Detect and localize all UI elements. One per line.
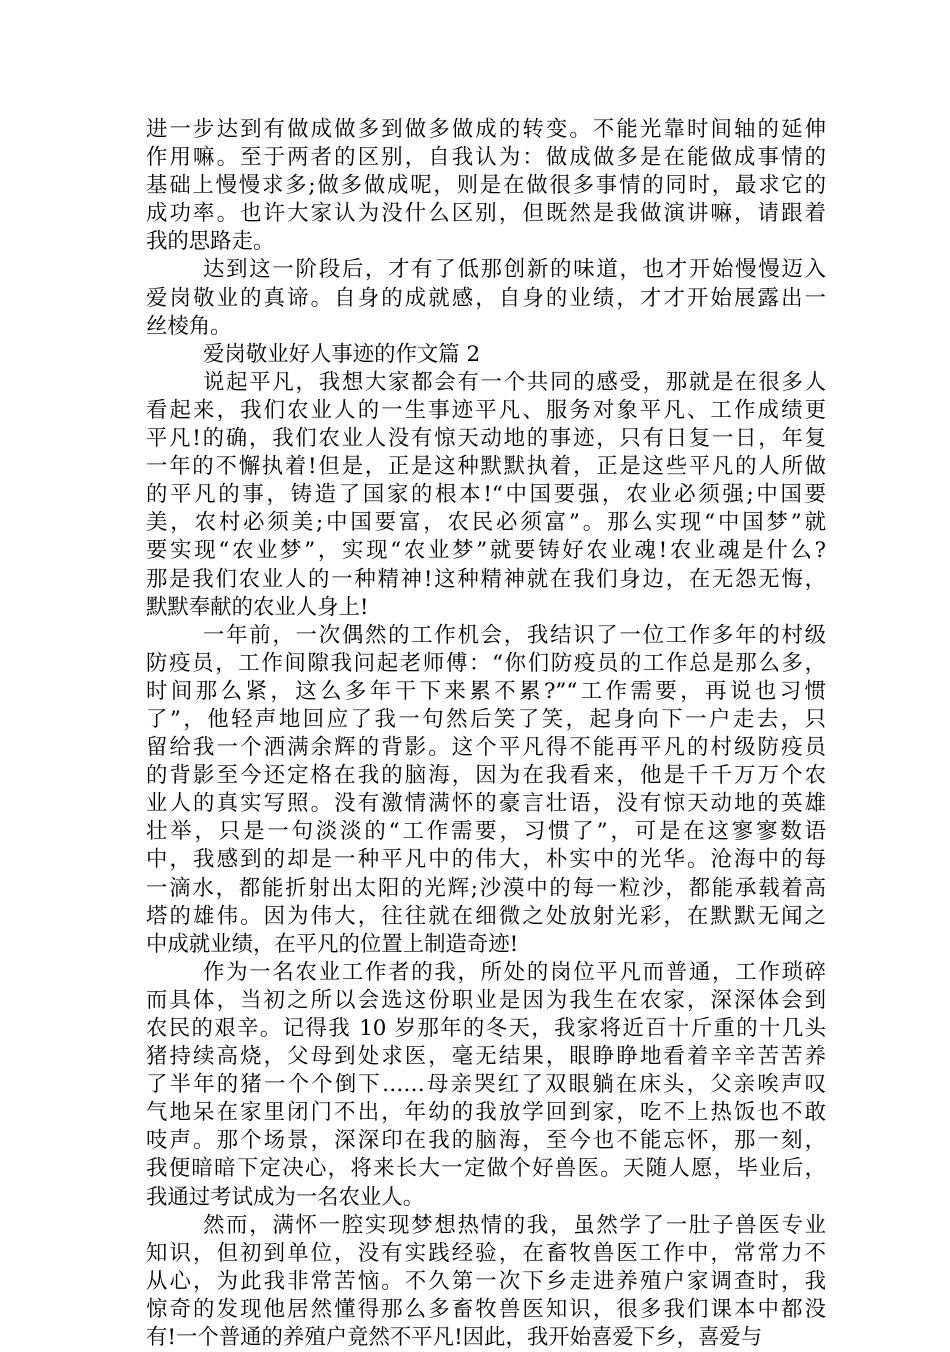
- text-line: 有!一个普通的养殖户竟然不平凡!因此，我开始喜爱下乡，喜爱与: [146, 1325, 763, 1351]
- paragraph: [146, 369, 826, 622]
- text-line: 知识，但初到单位，没有实践经验，在畜牧兽医工作中，常常力不: [146, 1240, 826, 1266]
- paragraph: [146, 622, 826, 959]
- text-line: 一年前，一次偶然的工作机会，我结识了一位工作多年的村级: [203, 622, 826, 648]
- text-line: 平凡!的确，我们农业人没有惊天动地的事迹，只有日复一日，年复: [146, 426, 826, 452]
- text-line: 作用嘛。至于两者的区别，自我认为：做成做多是在能做成事情的: [146, 145, 826, 171]
- text-line: 然而，满怀一腔实现梦想热情的我，虽然学了一肚子兽医专业: [203, 1212, 826, 1238]
- text-line: 的平凡的事，铸造了国家的根本!“中国要强，农业必须强;中国要: [146, 482, 826, 508]
- text-line: 我便暗暗下定决心，将来长大一定做个好兽医。天随人愿，毕业后，: [146, 1156, 826, 1182]
- text-line: 防疫员，工作间隙我问起老师傅：“你们防疫员的工作总是那么多，: [146, 650, 826, 676]
- text-line: 了”，他轻声地回应了我一句然后笑了笑，起身向下一户走去，只: [146, 706, 826, 732]
- text-line: 我的思路走。: [146, 229, 275, 255]
- text-line: 气地呆在家里闭门不出，年幼的我放学回到家，吃不上热饭也不敢: [146, 1100, 826, 1126]
- text-line: 而具体，当初之所以会选这份职业是因为我生在农家，深深体会到: [146, 987, 826, 1013]
- text-line: 丝棱角。: [146, 313, 232, 339]
- text-line: 业人的真实写照。没有激情满怀的豪言壮语，没有惊天动地的英雄: [146, 791, 826, 817]
- text-line: 农民的艰辛。记得我 10 岁那年的冬天，我家将近百十斤重的十几头: [146, 1016, 826, 1041]
- text-line: 一年的不懈执着!但是，正是这种默默执着，正是这些平凡的人所做: [146, 454, 826, 480]
- text-line: 爱岗敬业好人事迹的作文篇 2: [203, 341, 481, 367]
- text-line: 基础上慢慢求多;做多做成呢，则是在做很多事情的同时，最求它的: [146, 173, 826, 199]
- text-line: 猪持续高烧，父母到处求医，毫无结果，眼睁睁地看着辛辛苦苦养: [146, 1044, 826, 1070]
- text-line: 作为一名农业工作者的我，所处的岗位平凡而普通，工作琐碎: [203, 959, 826, 985]
- text-line: 留给我一个洒满余辉的背影。这个平凡得不能再平凡的村级防疫员: [146, 735, 826, 761]
- text-line: 默默奉献的农业人身上!: [146, 594, 369, 620]
- text-line: 进一步达到有做成做多到做多做成的转变。不能光靠时间轴的延伸: [146, 117, 826, 142]
- section-heading: [146, 341, 826, 369]
- text-line: 惊奇的发现他居然懂得那么多畜牧兽医知识，很多我们课本中都没: [146, 1296, 826, 1322]
- paragraph: [146, 1212, 826, 1352]
- paragraph: [146, 116, 826, 256]
- text-line: 要实现“农业梦”，实现“农业梦”就要铸好农业魂!农业魂是什么?: [146, 538, 826, 564]
- text-line: 的背影至今还定格在我的脑海，因为在我看来，他是千千万万个农: [146, 763, 826, 789]
- text-line: 那是我们农业人的一种精神!这种精神就在我们身边，在无怨无悔，: [146, 566, 826, 592]
- paragraph: [146, 959, 826, 1212]
- document-body: [146, 116, 826, 1352]
- text-line: 看起来，我们农业人的一生事迹平凡、服务对象平凡、工作成绩更: [146, 397, 826, 423]
- text-line: 说起平凡，我想大家都会有一个共同的感受，那就是在很多人: [203, 369, 826, 395]
- text-line: 达到这一阶段后，才有了低那创新的味道，也才开始慢慢迈入: [203, 257, 826, 283]
- text-line: 时间那么紧，这么多年干下来累不累?”“工作需要，再说也习惯: [146, 678, 826, 704]
- text-line: 一滴水，都能折射出太阳的光辉;沙漠中的每一粒沙，都能承载着高: [146, 875, 826, 901]
- text-line: 塔的雄伟。因为伟大，往往就在细微之处放射光彩，在默默无闻之: [146, 903, 826, 929]
- text-line: 壮举，只是一句淡淡的“工作需要，习惯了”，可是在这寥寥数语: [146, 819, 826, 845]
- text-line: 美，农村必须美;中国要富，农民必须富”。那么实现“中国梦”就: [146, 510, 826, 536]
- text-line: 中成就业绩，在平凡的位置上制造奇迹!: [146, 931, 519, 957]
- text-line: 吱声。那个场景，深深印在我的脑海，至今也不能忘怀，那一刻，: [146, 1128, 826, 1154]
- text-line: 中，我感到的却是一种平凡中的伟大，朴实中的光华。沧海中的每: [146, 847, 826, 873]
- text-line: 从心，为此我非常苦恼。不久第一次下乡走进养殖户家调查时，我: [146, 1268, 826, 1294]
- text-line: 我通过考试成为一名农业人。: [146, 1184, 425, 1210]
- text-line: 了半年的猪一个个倒下……母亲哭红了双眼躺在床头，父亲唉声叹: [146, 1072, 826, 1098]
- paragraph: [146, 256, 826, 340]
- text-line: 爱岗敬业的真谛。自身的成就感，自身的业绩，才才开始展露出一: [146, 285, 826, 311]
- text-line: 成功率。也许大家认为没什么区别，但既然是我做演讲嘛，请跟着: [146, 201, 826, 227]
